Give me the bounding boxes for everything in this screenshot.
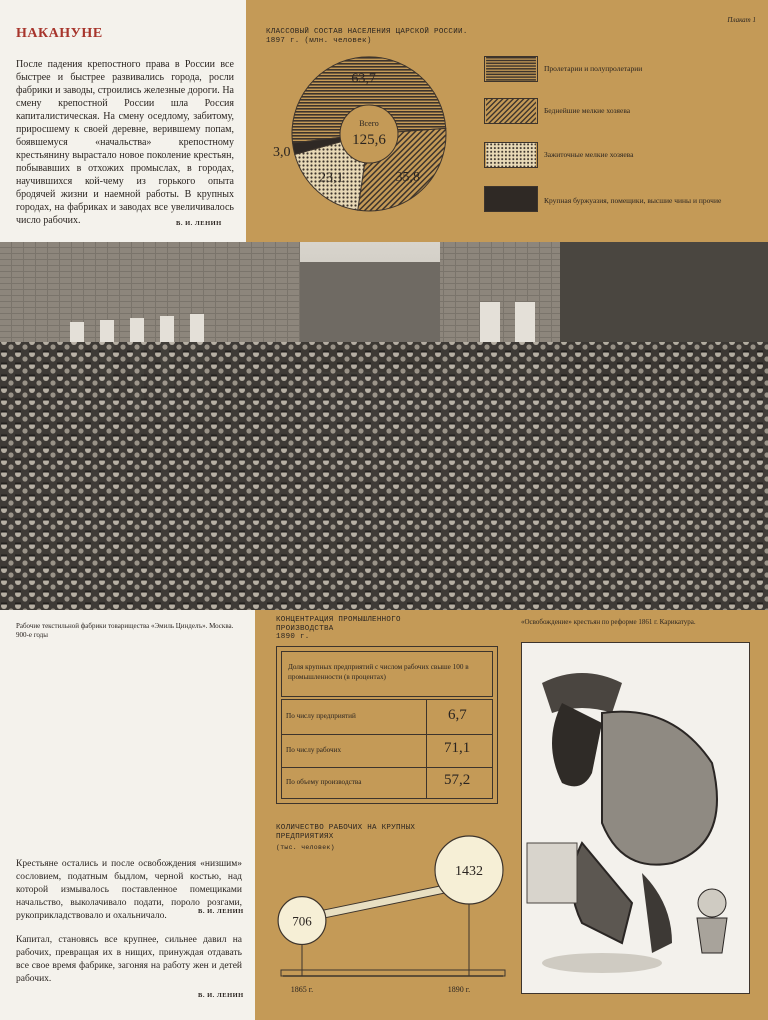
- table-body: [281, 699, 493, 799]
- legend-item-bourgeoisie: [484, 186, 744, 216]
- legend-swatch-diagonal: [484, 98, 538, 124]
- bubble-value-label: 1432: [455, 864, 483, 879]
- table-row-value: 71,1: [444, 740, 471, 756]
- legend-swatch-solid: [484, 186, 538, 212]
- table-header-text: Доля крупных предприятий с числом рабочих свыше 100 в промышленности (в процентах): [288, 663, 469, 681]
- caricature-peasant-drawing: [522, 643, 749, 993]
- quote-1-author: В. И. ЛЕНИН: [198, 908, 244, 915]
- quote-1-text: Крестьяне остались и после освобождения «низшим» сословием, податным быдлом, черной костью, над которой измывалось поставленное помещиками начальство, выколачивало подати, пороло розгами, рукоприкладствовало и охальничало.: [16, 859, 242, 921]
- table-row-label: По числу рабочих: [286, 746, 342, 754]
- legend-swatch-horizontal: [484, 56, 538, 82]
- x-tick-label: 1865 г.: [290, 985, 314, 994]
- baseline-bar: [281, 970, 505, 976]
- pie-value-label: 3,0: [272, 145, 291, 161]
- table-row-value: 6,7: [448, 707, 467, 723]
- quote-2-text: Капитал, становясь все крупнее, сильнее давил на рабочих, превращая их в нищих, принуждая отдавать все свое время фабрике, загоняя на работу жен и детей рабочих.: [16, 935, 242, 984]
- table-row-label: По числу предприятий: [286, 712, 356, 720]
- legend-label: Беднейшие мелкие хозяева: [544, 106, 631, 115]
- pie-value-label: 35,8: [395, 169, 421, 185]
- factory-workers-photo: [0, 242, 768, 610]
- table-row-label: По объему производства: [286, 778, 362, 786]
- plate-number: Плакат 1: [727, 16, 756, 24]
- table-column-divider: [426, 700, 427, 798]
- intro-author: В. И. ЛЕНИН: [176, 220, 222, 227]
- legend-label: Пролетарии и полупролетарии: [544, 64, 643, 73]
- legend-label: Зажиточные мелкие хозяева: [544, 150, 634, 159]
- page-heading: НАКАНУНЕ: [16, 26, 103, 41]
- legend-label: Крупная буржуазия, помещики, высшие чины и прочие: [544, 196, 722, 205]
- intro-text: После падения крепостного права в России все быстрее и быстрее развивались города, росли фабрики и заводы, строились железные дороги. На смену крепостной России шла Россия капиталистическая. На смену оседлому, забитому, приросшему к своей деревне, верившему попам, боявшемуся «начальства» крепостному крестьянину вырастало новое поколение крестьян, побывавших в отхожих промыслах, в городах, научившихся кой-чему из горького опыта бродячей жизни и наемной работы. В крупных городах, на фабриках и заводах все увеличивалось число рабочих.: [16, 59, 234, 226]
- legend-item-rich-owners: [484, 142, 744, 168]
- workers-bubble-chart: [255, 820, 517, 1010]
- pie-chart-title: КЛАССОВЫЙ СОСТАВ НАСЕЛЕНИЯ ЦАРСКОЙ РОССИИ. 1897 г. (млн. человек): [266, 28, 468, 45]
- table-row-divider: [282, 767, 492, 768]
- pie-total-label: 125,6: [352, 132, 386, 148]
- cartoon-image: [521, 642, 750, 994]
- legend-item-poor-owners: [484, 98, 744, 124]
- workers-chart-title: КОЛИЧЕСТВО РАБОЧИХ НА КРУПНЫХ ПРЕДПРИЯТИЯХ: [276, 824, 416, 841]
- cartoon-caption: «Освобождение» крестьян по реформе 1861 г. Карикатура.: [521, 618, 696, 626]
- pie-value-label: 23,1: [318, 170, 344, 186]
- pie-chart: [246, 0, 486, 242]
- table-row-value: 57,2: [444, 772, 471, 788]
- crowd-photo-image: [0, 242, 768, 610]
- intro-panel: [0, 0, 246, 242]
- workers-chart-subtitle: (тыс. человек): [276, 844, 335, 851]
- concentration-title: КОНЦЕНТРАЦИЯ ПРОМЫШЛЕННОГО ПРОИЗВОДСТВА: [276, 616, 401, 633]
- concentration-table: [276, 646, 498, 804]
- concentration-subtitle: 1890 г.: [276, 633, 310, 641]
- quote-2-author: В. И. ЛЕНИН: [198, 992, 244, 999]
- photo-caption: Рабочие текстильной фабрики товарищества «Эмиль Цинделъ». Москва. 900-е годы: [16, 622, 234, 639]
- table-header-box: [281, 651, 493, 697]
- x-tick-label: 1890 г.: [447, 985, 471, 994]
- pie-value-label: 63,7: [351, 71, 376, 87]
- legend-swatch-dots: [484, 142, 538, 168]
- table-row-divider: [282, 734, 492, 735]
- quotes-panel: [0, 610, 255, 1020]
- legend-item-proletarians: [484, 56, 744, 82]
- pie-center-label: Всего: [359, 119, 379, 128]
- bubble-value-label: 706: [292, 913, 312, 929]
